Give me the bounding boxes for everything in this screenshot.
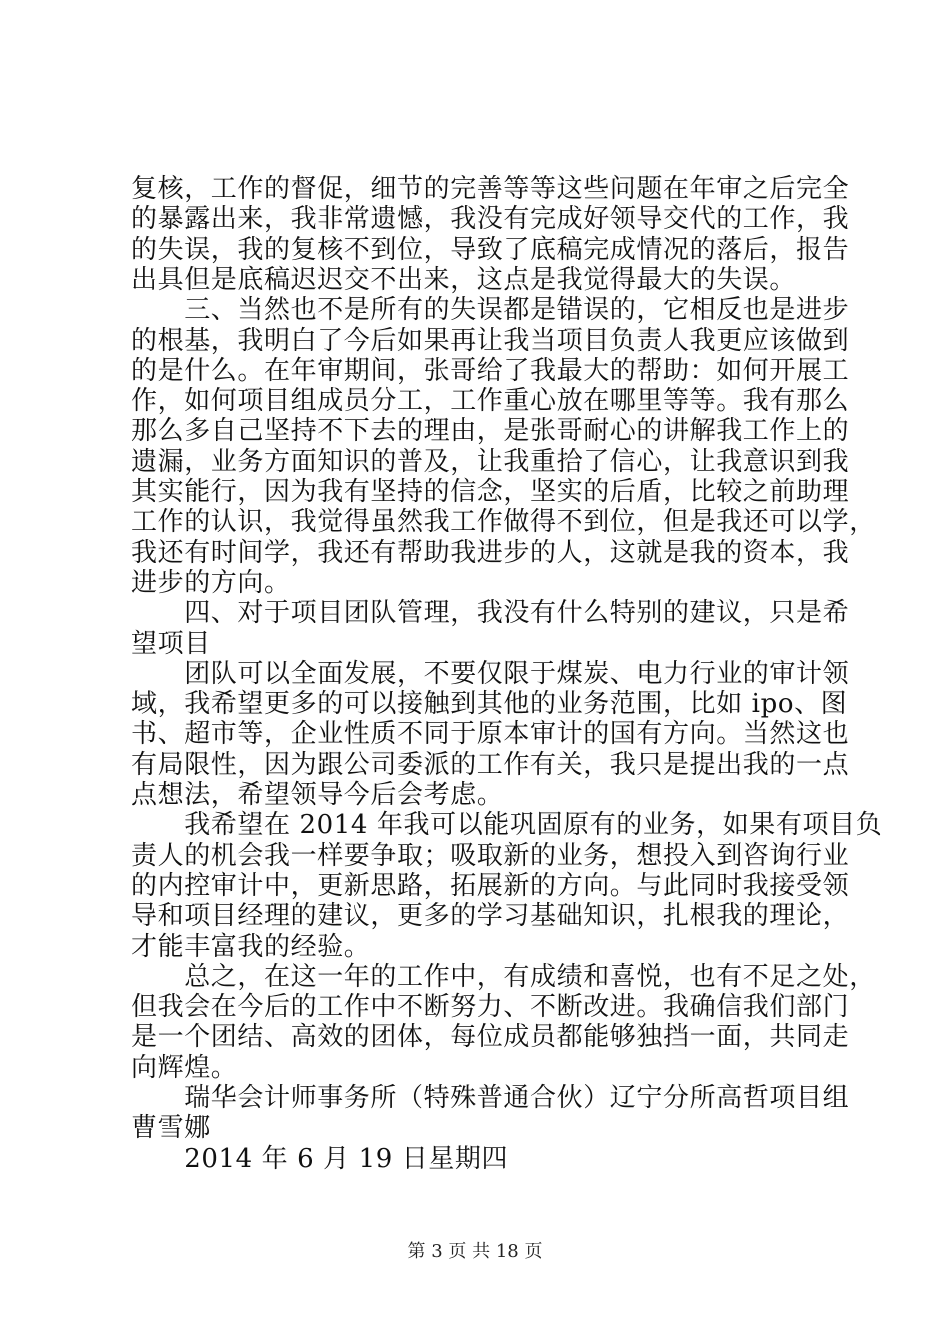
text-line: 团队可以全面发展，不要仅限于煤炭、电力行业的审计领	[131, 658, 850, 689]
text-line: 工作的认识，我觉得虽然我工作做得不到位，但是我还可以学，	[131, 507, 876, 538]
text-line: 复核，工作的督促，细节的完善等等这些问题在年审之后完全	[131, 174, 850, 204]
text-line: 作，如何项目组成员分工，工作重心放在哪里等等。我有那么	[131, 386, 850, 417]
text-line: 是一个团结、高效的团体，每位成员都能够独挡一面，共同走	[131, 1022, 850, 1053]
text-line: 其实能行，因为我有坚持的信念，坚实的后盾，比较之前助理	[131, 477, 850, 507]
text-line: 出具但是底稿迟迟交不出来，这点是我觉得最大的失误。	[131, 264, 797, 295]
text-line: 总之，在这一年的工作中，有成绩和喜悦，也有不足之处，	[131, 961, 876, 992]
text-line: 的根基，我明白了今后如果再让我当项目负责人我更应该做到	[131, 325, 850, 356]
text-line: 三、当然也不是所有的失误都是错误的，它相反也是进步	[131, 295, 850, 326]
text-line: 的内控审计中，更新思路，拓展新的方向。与此同时我接受领	[131, 870, 850, 901]
text-line: 那么多自己坚持不下去的理由，是张哥耐心的讲解我工作上的	[131, 416, 850, 447]
text-line: 的是什么。在年审期间，张哥给了我最大的帮助：如何开展工	[131, 355, 850, 386]
text-line: 向辉煌。	[131, 1052, 238, 1083]
text-line: 遗漏，业务方面知识的普及，让我重拾了信心，让我意识到我	[131, 446, 850, 477]
text-line: 2014 年 6 月 19 日星期四	[131, 1143, 509, 1174]
text-line: 望项目	[131, 628, 211, 659]
text-line: 但我会在今后的工作中不断努力、不断改进。我确信我们部门	[131, 992, 850, 1023]
text-line: 域，我希望更多的可以接触到其他的业务范围，比如 ipo、图	[131, 689, 848, 720]
text-line: 点想法，希望领导今后会考虑。	[131, 780, 504, 810]
text-line: 有局限性，因为跟公司委派的工作有关，我只是提出我的一点	[131, 749, 850, 780]
text-line: 书、超市等，企业性质不同于原本审计的国有方向。当然这也	[131, 719, 850, 750]
page-number-footer: 第 3 页 共 18 页	[407, 1241, 543, 1262]
text-line: 进步的方向。	[131, 567, 291, 598]
text-line: 导和项目经理的建议，更多的学习基础知识，扎根我的理论，	[131, 901, 850, 932]
text-line: 我希望在 2014 年我可以能巩固原有的业务，如果有项目负	[131, 810, 883, 841]
text-line: 的暴露出来，我非常遗憾，我没有完成好领导交代的工作，我	[131, 204, 850, 235]
text-line: 我还有时间学，我还有帮助我进步的人，这就是我的资本，我	[131, 537, 850, 568]
text-line: 的失误，我的复核不到位，导致了底稿完成情况的落后，报告	[131, 234, 850, 265]
text-line: 才能丰富我的经验。	[131, 931, 371, 962]
text-line: 责人的机会我一样要争取；吸取新的业务，想投入到咨询行业	[131, 840, 850, 871]
text-line: 瑞华会计师事务所（特殊普通合伙）辽宁分所高哲项目组	[131, 1083, 850, 1113]
text-line: 四、对于项目团队管理，我没有什么特别的建议，只是希	[131, 598, 850, 629]
text-line: 曹雪娜	[131, 1113, 211, 1144]
